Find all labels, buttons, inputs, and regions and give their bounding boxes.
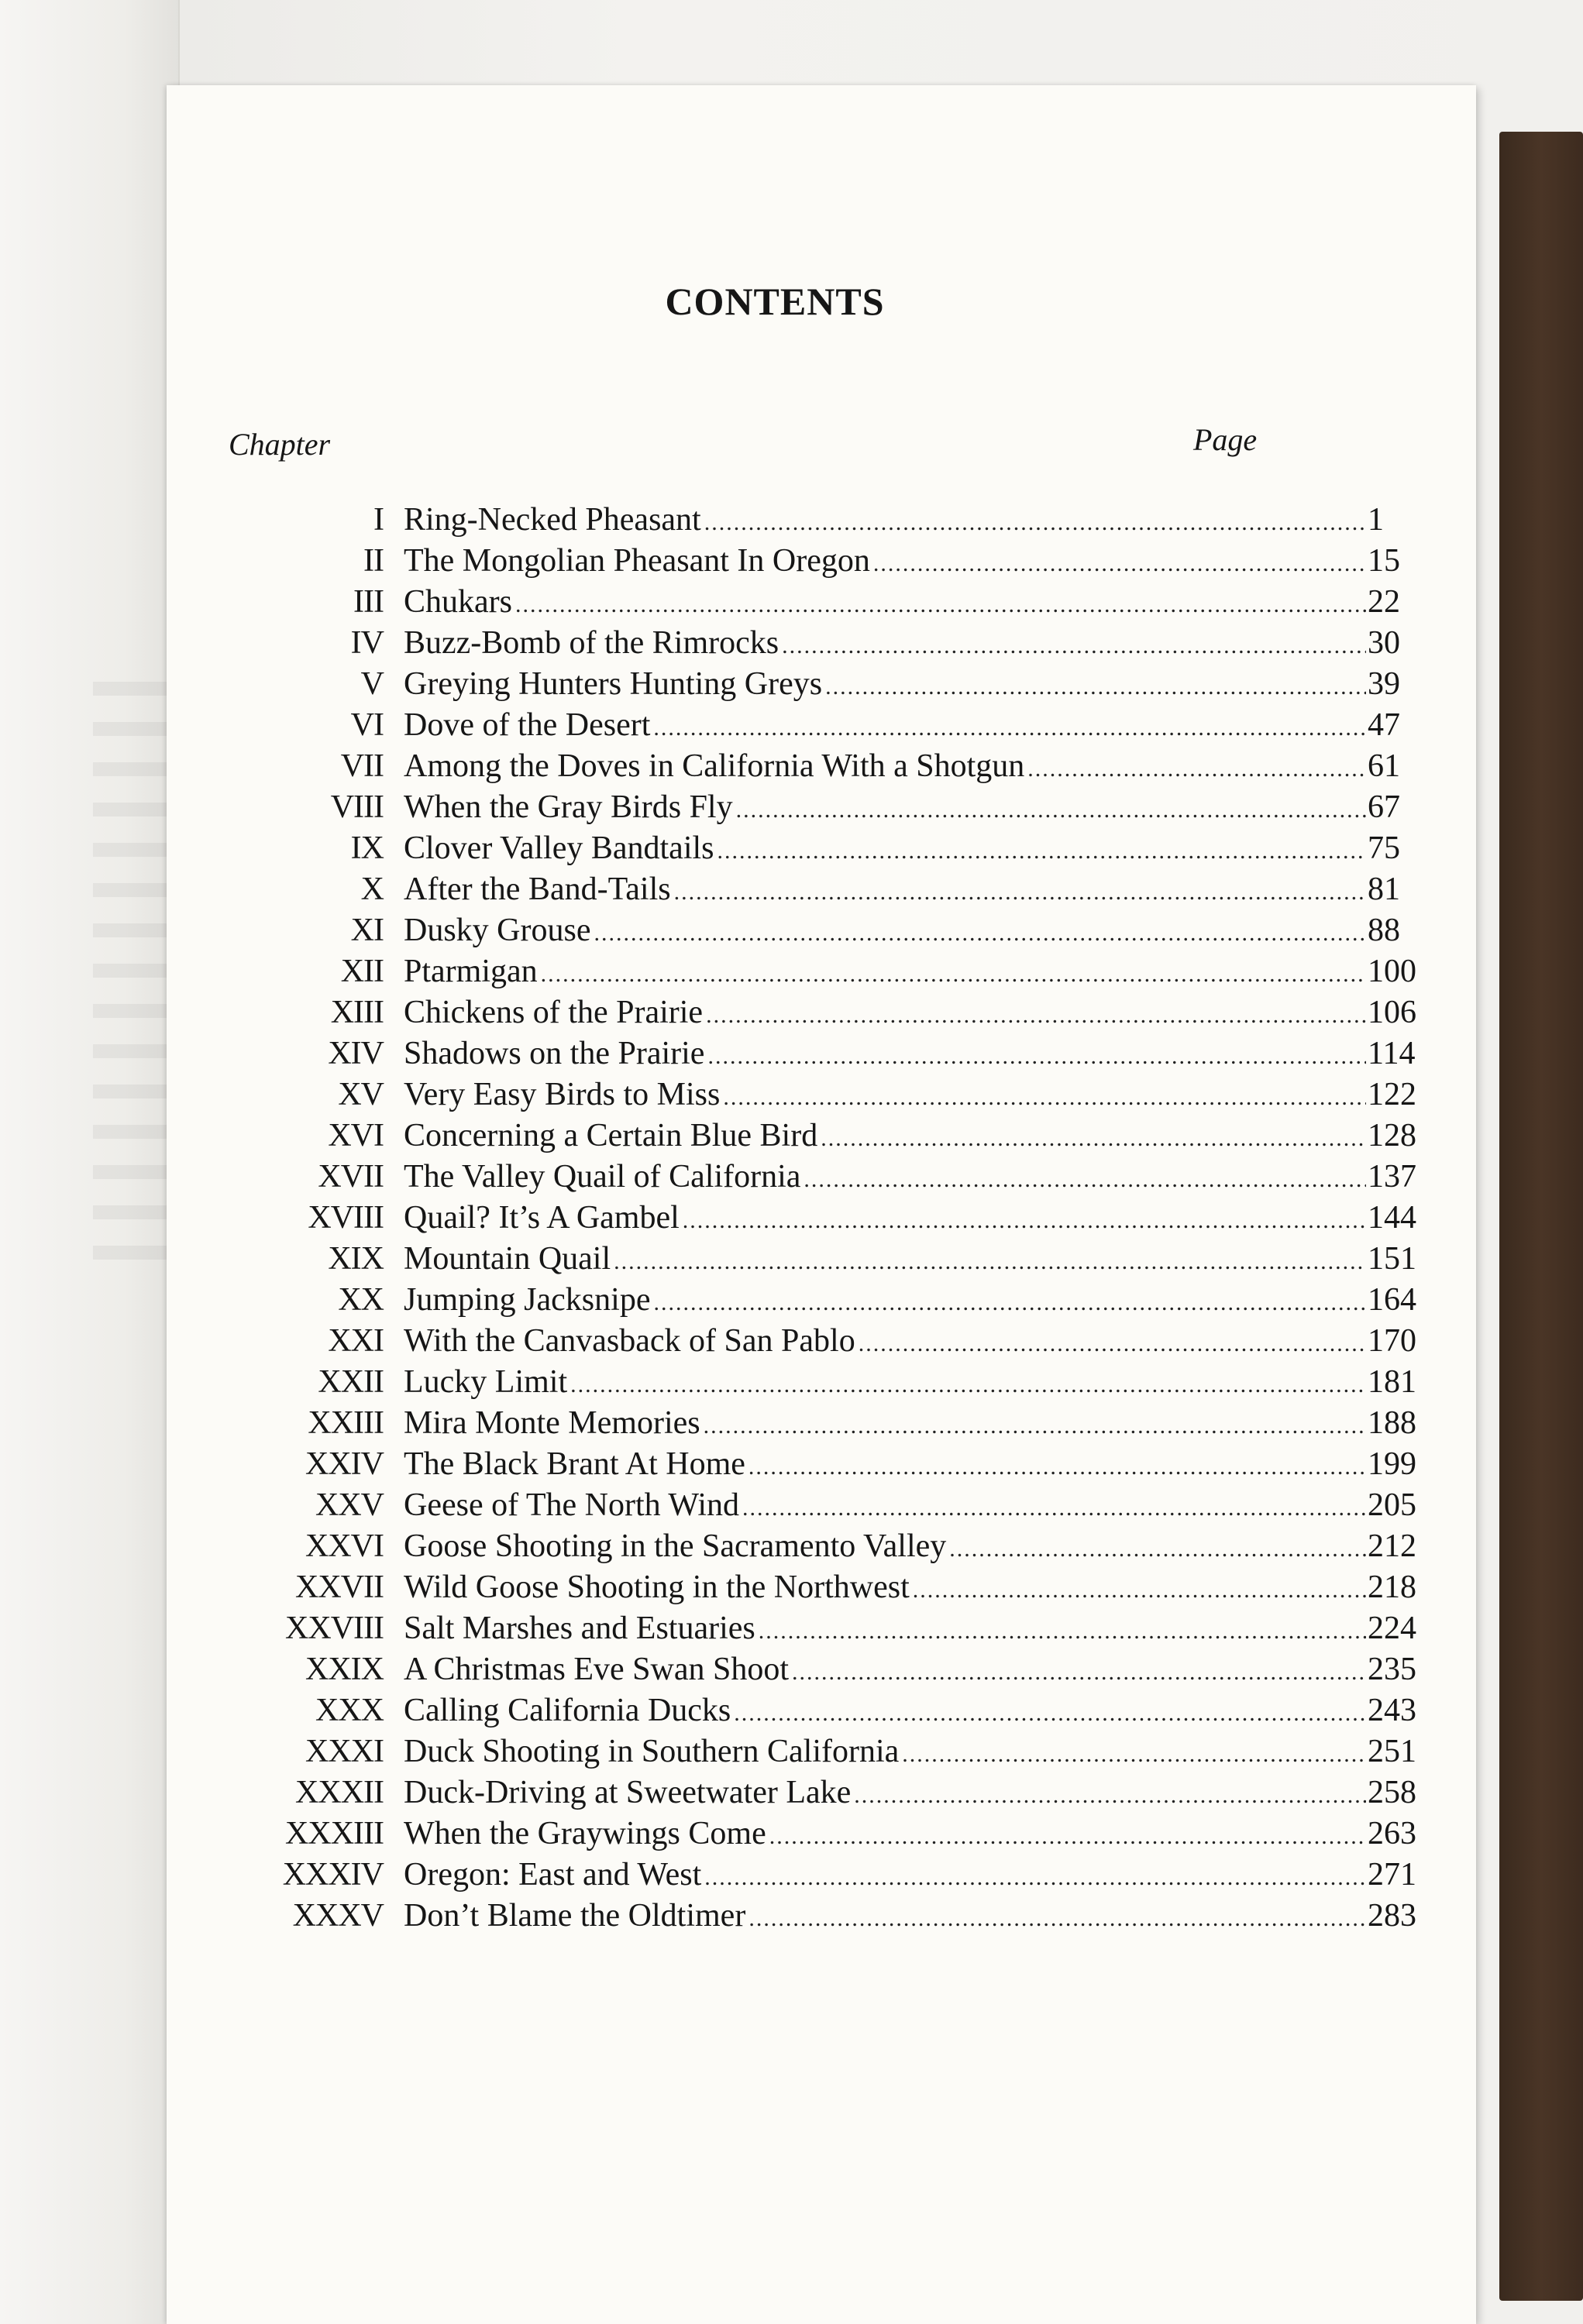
dot-leader: [683, 1200, 1366, 1241]
chapter-title: Geese of The North Wind: [404, 1487, 739, 1523]
chapter-title: Greying Hunters Hunting Greys: [404, 666, 823, 702]
chapter-numeral: XVIII: [308, 1200, 384, 1236]
page-number: 1: [1368, 502, 1384, 538]
chapter-title: Ring-Necked Pheasant: [404, 502, 701, 538]
page-number: 170: [1368, 1323, 1416, 1359]
page-number: 205: [1368, 1487, 1416, 1523]
page-number: 144: [1368, 1200, 1416, 1236]
toc-entry: [213, 623, 1476, 664]
dot-leader: [949, 1528, 1366, 1569]
dot-leader: [859, 1323, 1366, 1364]
page-number: 218: [1368, 1569, 1416, 1605]
dot-leader: [769, 1816, 1366, 1857]
facing-page-bleed-text: [93, 682, 178, 1270]
chapter-title: When the Gray Birds Fly: [404, 789, 733, 825]
chapter-title: Don’t Blame the Oldtimer: [404, 1898, 746, 1934]
chapter-title: Mira Monte Memories: [404, 1405, 700, 1441]
toc-entry: [213, 1896, 1476, 1937]
contents-page: [167, 85, 1476, 2324]
dot-leader: [854, 1775, 1366, 1816]
toc-entry: [213, 582, 1476, 623]
chapter-title: Salt Marshes and Estuaries: [404, 1611, 755, 1646]
dot-leader: [653, 707, 1366, 748]
page-number: 88: [1368, 913, 1400, 948]
chapter-numeral: XXVII: [295, 1569, 384, 1605]
toc-entry: [213, 869, 1476, 910]
chapter-numeral: XXXIV: [282, 1857, 384, 1893]
chapter-title: Wild Goose Shooting in the Northwest: [404, 1569, 910, 1605]
chapter-title: Clover Valley Bandtails: [404, 830, 714, 866]
dot-leader: [706, 995, 1366, 1036]
toc-entry: [213, 787, 1476, 828]
chapter-title: After the Band-Tails: [404, 871, 671, 907]
dot-leader: [594, 913, 1366, 954]
chapter-numeral: XVII: [318, 1159, 384, 1195]
chapter-numeral: III: [353, 584, 384, 620]
page-number: 61: [1368, 748, 1400, 784]
page-number: 151: [1368, 1241, 1416, 1277]
page-number: 137: [1368, 1159, 1416, 1195]
dot-leader: [541, 954, 1366, 995]
page-number: 283: [1368, 1898, 1416, 1934]
dot-leader: [704, 502, 1366, 543]
page-number: 47: [1368, 707, 1400, 743]
chapter-numeral: XXXI: [305, 1734, 384, 1769]
chapter-numeral: V: [360, 666, 384, 702]
page-number: 75: [1368, 830, 1400, 866]
page-number: 164: [1368, 1282, 1416, 1318]
page-number: 39: [1368, 666, 1400, 702]
toc-entry: [213, 1772, 1476, 1813]
chapter-numeral: XVI: [328, 1118, 384, 1153]
dot-leader: [792, 1652, 1366, 1693]
chapter-numeral: IX: [350, 830, 384, 866]
chapter-title: Chickens of the Prairie: [404, 995, 704, 1030]
toc-entry: [213, 951, 1476, 992]
page-number: 235: [1368, 1652, 1416, 1687]
page-number: 128: [1368, 1118, 1416, 1153]
page-title: CONTENTS: [665, 280, 885, 323]
chapter-numeral: XXX: [315, 1693, 384, 1728]
page-number: 81: [1368, 871, 1400, 907]
toc-entry: [213, 500, 1476, 541]
chapter-numeral: XXVI: [305, 1528, 384, 1564]
dot-leader: [821, 1118, 1366, 1159]
chapter-numeral: XXXV: [292, 1898, 384, 1934]
chapter-numeral: XXII: [318, 1364, 384, 1400]
facing-page: [0, 0, 180, 2324]
chapter-title: Quail? It’s A Gambel: [404, 1200, 680, 1236]
page-number: 100: [1368, 954, 1416, 989]
chapter-title: Very Easy Birds to Miss: [404, 1077, 721, 1112]
toc-entry: [213, 1690, 1476, 1731]
chapter-numeral: XXIV: [305, 1446, 384, 1482]
dot-leader: [718, 830, 1367, 871]
page-number: 30: [1368, 625, 1400, 661]
toc-entry: [213, 828, 1476, 869]
chapter-title: Duck Shooting in Southern California: [404, 1734, 900, 1769]
book-cover-edge: [1499, 132, 1583, 2301]
dot-leader: [759, 1611, 1366, 1652]
dot-leader: [723, 1077, 1366, 1118]
dot-leader: [873, 543, 1366, 584]
chapter-title: Mountain Quail: [404, 1241, 611, 1277]
dot-leader: [913, 1569, 1366, 1611]
toc-entry: [213, 1813, 1476, 1855]
chapter-numeral: IV: [350, 625, 384, 661]
toc-entry: [213, 1157, 1476, 1198]
chapter-title: Concerning a Certain Blue Bird: [404, 1118, 818, 1153]
toc-entry: [213, 910, 1476, 951]
toc-entry: [213, 1567, 1476, 1608]
dot-leader: [748, 1898, 1366, 1939]
chapter-numeral: XXI: [328, 1323, 384, 1359]
chapter-title: Shadows on the Prairie: [404, 1036, 705, 1071]
dot-leader: [902, 1734, 1366, 1775]
dot-leader: [782, 625, 1366, 666]
toc-entry: [213, 1280, 1476, 1321]
toc-entry: [213, 1649, 1476, 1690]
chapter-title: Dusky Grouse: [404, 913, 591, 948]
toc-entry: [213, 1362, 1476, 1403]
dot-leader: [707, 1036, 1366, 1077]
page-number: 114: [1368, 1036, 1416, 1071]
dot-leader: [736, 789, 1366, 830]
page-number: 243: [1368, 1693, 1416, 1728]
chapter-numeral: XXIX: [305, 1652, 384, 1687]
toc-entry: [213, 746, 1476, 787]
chapter-numeral: XIII: [330, 995, 384, 1030]
chapter-title: Among the Doves in California With a Shotgun: [404, 748, 1025, 784]
page-number: 212: [1368, 1528, 1416, 1564]
toc-entry: [213, 1485, 1476, 1526]
dot-leader: [825, 666, 1366, 707]
dot-leader: [674, 871, 1366, 913]
dot-leader: [515, 584, 1366, 625]
chapter-title: Goose Shooting in the Sacramento Valley: [404, 1528, 947, 1564]
dot-leader: [653, 1282, 1366, 1323]
page-number: 263: [1368, 1816, 1416, 1851]
chapter-title: With the Canvasback of San Pablo: [404, 1323, 855, 1359]
chapter-title: Buzz-Bomb of the Rimrocks: [404, 625, 779, 661]
chapter-numeral: XX: [338, 1282, 384, 1318]
toc-entry: [213, 1074, 1476, 1116]
page-number: 271: [1368, 1857, 1416, 1893]
dot-leader: [704, 1857, 1366, 1898]
chapter-numeral: I: [373, 502, 384, 538]
chapter-numeral: XXVIII: [285, 1611, 384, 1646]
dot-leader: [734, 1693, 1366, 1734]
chapter-numeral: X: [360, 871, 384, 907]
toc-entry: [213, 705, 1476, 746]
page-number: 181: [1368, 1364, 1416, 1400]
chapter-title: When the Graywings Come: [404, 1816, 766, 1851]
toc-entry: [213, 1526, 1476, 1567]
toc-entry: [213, 1444, 1476, 1485]
toc-entry: [213, 1731, 1476, 1772]
dot-leader: [804, 1159, 1366, 1200]
page-number: 224: [1368, 1611, 1416, 1646]
chapter-numeral: XIV: [328, 1036, 384, 1071]
toc-entry: [213, 1321, 1476, 1362]
chapter-title: The Mongolian Pheasant In Oregon: [404, 543, 870, 579]
chapter-numeral: XV: [338, 1077, 384, 1112]
dot-leader: [704, 1405, 1366, 1446]
chapter-title: Ptarmigan: [404, 954, 538, 989]
dot-leader: [742, 1487, 1366, 1528]
chapter-numeral: XXIII: [308, 1405, 384, 1441]
chapter-numeral: VI: [350, 707, 384, 743]
chapter-title: Calling California Ducks: [404, 1693, 731, 1728]
chapter-title: Lucky Limit: [404, 1364, 568, 1400]
chapter-numeral: XI: [350, 913, 384, 948]
table-of-contents: [213, 500, 1476, 1937]
chapter-title: Duck-Driving at Sweetwater Lake: [404, 1775, 852, 1810]
page-number: 199: [1368, 1446, 1416, 1482]
chapter-numeral: VIII: [330, 789, 384, 825]
chapter-numeral: XXXII: [295, 1775, 384, 1810]
toc-entry: [213, 541, 1476, 582]
chapter-title: Dove of the Desert: [404, 707, 651, 743]
page-number: 122: [1368, 1077, 1416, 1112]
toc-entry: [213, 1116, 1476, 1157]
dot-leader: [570, 1364, 1366, 1405]
page-number: 22: [1368, 584, 1400, 620]
page-number: 258: [1368, 1775, 1416, 1810]
chapter-numeral: VII: [340, 748, 384, 784]
chapter-numeral: XII: [340, 954, 384, 989]
toc-entry: [213, 1855, 1476, 1896]
chapter-title: The Valley Quail of California: [404, 1159, 801, 1195]
page-number: 251: [1368, 1734, 1416, 1769]
chapter-title: Chukars: [404, 584, 512, 620]
chapter-title: A Christmas Eve Swan Shoot: [404, 1652, 790, 1687]
toc-entry: [213, 1403, 1476, 1444]
dot-leader: [614, 1241, 1366, 1282]
page-number: 188: [1368, 1405, 1416, 1441]
page-number: 106: [1368, 995, 1416, 1030]
toc-entry: [213, 1608, 1476, 1649]
chapter-title: The Black Brant At Home: [404, 1446, 745, 1482]
chapter-title: Oregon: East and West: [404, 1857, 702, 1893]
page-column-label: Page: [1193, 422, 1258, 457]
page-number: 67: [1368, 789, 1400, 825]
toc-entry: [213, 1198, 1476, 1239]
chapter-title: Jumping Jacksnipe: [404, 1282, 651, 1318]
chapter-numeral: XIX: [328, 1241, 384, 1277]
toc-entry: [213, 664, 1476, 705]
toc-entry: [213, 1239, 1476, 1280]
chapter-numeral: XXXIII: [285, 1816, 384, 1851]
dot-leader: [1027, 748, 1366, 789]
toc-entry: [213, 1033, 1476, 1074]
chapter-numeral: II: [363, 543, 384, 579]
toc-entry: [213, 992, 1476, 1033]
chapter-numeral: XXV: [315, 1487, 384, 1523]
chapter-column-label: Chapter: [229, 427, 331, 462]
dot-leader: [748, 1446, 1366, 1487]
page-number: 15: [1368, 543, 1400, 579]
